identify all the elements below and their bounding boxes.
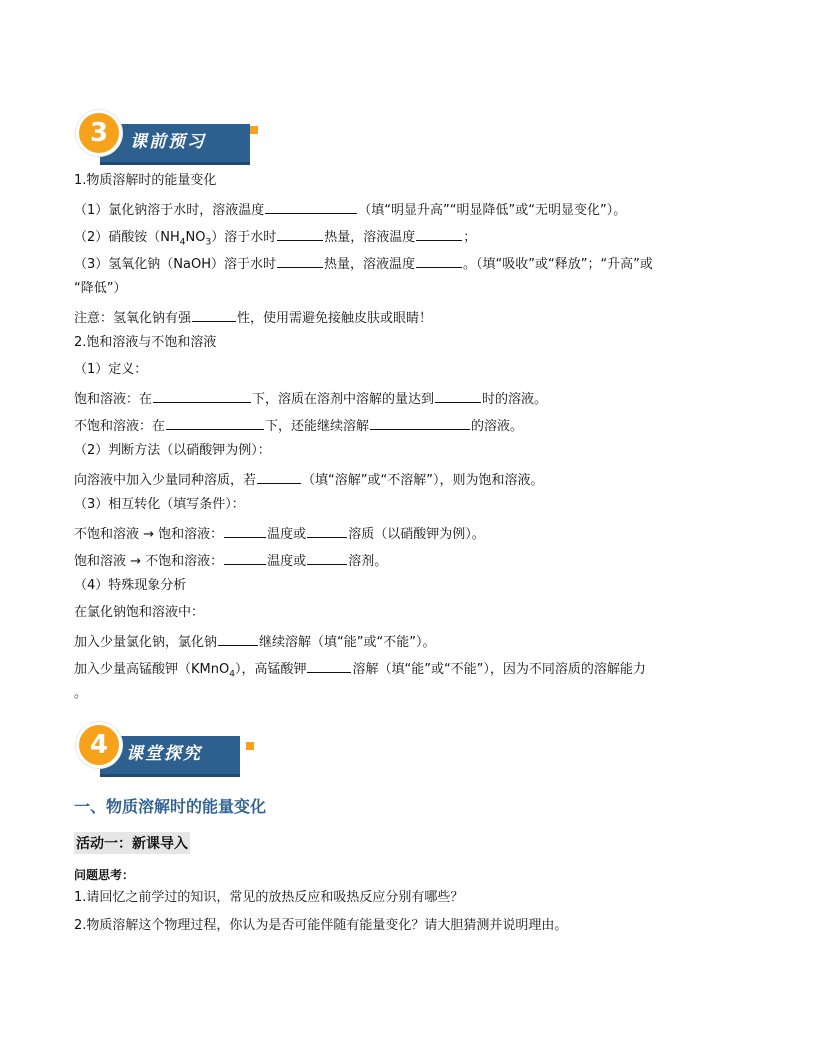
preview-line: （1）氯化钠溶于水时，溶液温度 （填“明显升高”“明显降低”或“无明显变化”）。	[74, 199, 626, 220]
answer-blank[interactable]	[307, 658, 351, 673]
answer-blank[interactable]	[166, 415, 264, 430]
answer-blank[interactable]	[370, 415, 470, 430]
answer-blank[interactable]	[224, 550, 266, 565]
corner-decoration	[246, 742, 254, 750]
answer-blank[interactable]	[307, 550, 347, 565]
section-title: 课前预习	[130, 132, 206, 152]
section-title-bar	[100, 124, 250, 165]
answer-blank[interactable]	[257, 469, 301, 484]
preview-line: 不饱和溶液 → 饱和溶液： 温度或 溶质（以硝酸钾为例）。	[74, 523, 485, 544]
answer-blank[interactable]	[265, 199, 357, 214]
explore-heading: 一、物质溶解时的能量变化	[74, 797, 267, 816]
question-item: 2.物质溶解这个物理过程，你认为是否可能伴随有能量变化？请大胆猜测并说明理由。	[74, 918, 568, 933]
preview-line: 向溶液中加入少量同种溶质，若 （填“溶解”或“不溶解”），则为饱和溶液。	[74, 469, 543, 490]
preview-note: 注意：氢氧化钠有强 性，使用需避免接触皮肤或眼睛！	[74, 307, 432, 328]
section-number: 3	[76, 110, 122, 156]
preview-line: （1）定义：	[74, 362, 148, 377]
corner-decoration	[250, 126, 258, 134]
preview-line: 加入少量氯化钠，氯化钠 继续溶解（填“能”或“不能”）。	[74, 631, 435, 652]
preview-line: 在氯化钠饱和溶液中：	[74, 605, 205, 620]
activity-title: 活动一：新课导入	[74, 832, 190, 854]
preview-line: （3）相互转化（填写条件）：	[74, 497, 245, 512]
preview-line: 饱和溶液：在 下，溶质在溶剂中溶解的量达到 时的溶液。	[74, 388, 547, 409]
answer-blank[interactable]	[153, 388, 251, 403]
answer-blank[interactable]	[192, 307, 236, 322]
answer-blank[interactable]	[435, 388, 481, 403]
section-number: 4	[76, 722, 122, 768]
preview-line: 饱和溶液 → 不饱和溶液： 温度或 溶剂。	[74, 550, 387, 571]
question-label: 问题思考：	[74, 868, 135, 882]
answer-blank[interactable]	[277, 226, 323, 241]
preview-line: 。	[74, 686, 88, 701]
preview-line: 加入少量高锰酸钾（KMnO$_4$），高锰酸钾 溶解（填“能”或“不能”），因为不同溶质的溶解能力	[74, 658, 646, 684]
preview-line: 2.饱和溶液与不饱和溶液	[74, 335, 217, 350]
answer-blank[interactable]	[224, 523, 266, 538]
preview-line: 不饱和溶液：在 下，还能继续溶解 的溶液。	[74, 415, 523, 436]
answer-blank[interactable]	[416, 226, 462, 241]
preview-line: （3）氢氧化钠（NaOH）溶于水时 热量，溶液温度 。（填“吸收”或“释放”；“升高”或	[74, 253, 653, 274]
preview-line: （2）硝酸铵$(NH_4NO_3)$溶于水时 热量，溶液温度 ；	[74, 226, 476, 252]
preview-line: 1.物质溶解时的能量变化	[74, 173, 217, 188]
preview-line: “降低”）	[74, 281, 127, 296]
section-title: 课堂探究	[126, 744, 202, 764]
answer-blank[interactable]	[416, 253, 462, 268]
preview-line: （4）特殊现象分析	[74, 578, 187, 593]
question-item: 1.请回忆之前学过的知识，常见的放热反应和吸热反应分别有哪些？	[74, 890, 464, 905]
answer-blank[interactable]	[307, 523, 347, 538]
answer-blank[interactable]	[218, 631, 258, 646]
answer-blank[interactable]	[277, 253, 323, 268]
section-badge-explore	[76, 722, 266, 778]
section-badge-preview	[76, 110, 266, 166]
preview-line: （2）判断方法（以硝酸钾为例）：	[74, 443, 271, 458]
